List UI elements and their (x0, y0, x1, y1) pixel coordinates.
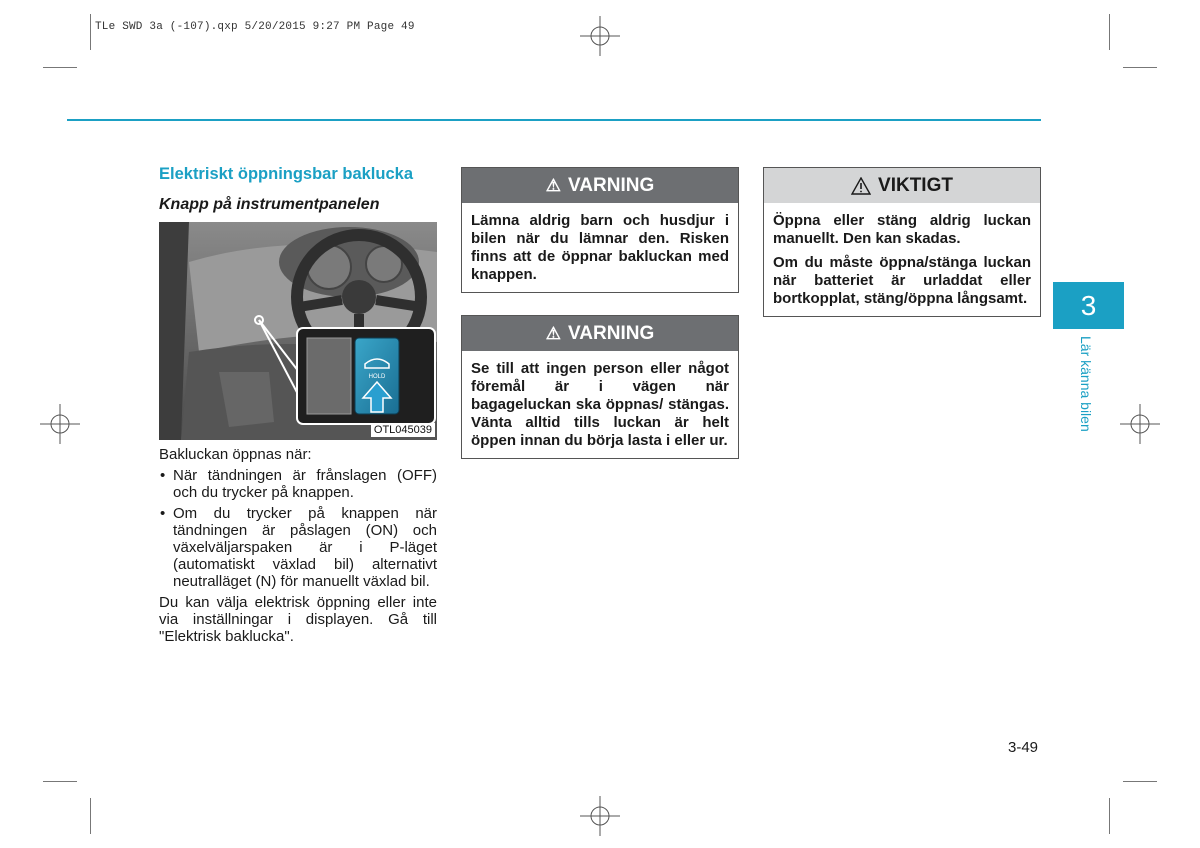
notice-paragraph: Öppna eller stäng aldrig luckan manuellt. Den kan skadas. (773, 212, 1031, 247)
crop-mark (90, 14, 91, 50)
hold-label: HOLD (368, 374, 386, 380)
dashboard-photo (159, 222, 437, 440)
warning-paragraph: Se till att ingen person eller något föremål är i vägen när bagageluckan ska öppnas/ stängas. Vänta alltid tills luckan är helt öppen innan du börja lasta i eller ur. (471, 360, 729, 449)
crop-mark (1109, 798, 1110, 834)
registration-mark-icon (580, 16, 620, 56)
registration-mark-icon (1120, 404, 1160, 444)
warning-title: VARNING (568, 174, 655, 196)
chapter-tab: 3 (1053, 282, 1124, 329)
condition-list (159, 467, 437, 590)
crop-mark (43, 781, 77, 782)
warning-box (461, 315, 739, 459)
warning-paragraph: Lämna aldrig barn och husdjur i bilen när du lämnar den. Risken finns att de öppnar bakluckan med knappen. (471, 212, 729, 283)
image-code-label: OTL045039 (371, 423, 435, 437)
crop-mark (1123, 67, 1157, 68)
dashboard-illustration (159, 222, 437, 440)
list-item: • När tändningen är frånslagen (OFF) och du trycker på knappen. (159, 467, 437, 501)
crop-mark (43, 67, 77, 68)
subsection-title: Knapp på instrumentpanelen (159, 196, 380, 213)
chapter-title: Lär känna bilen (1078, 336, 1094, 432)
warning-triangle-icon: ⚠ (545, 175, 562, 195)
section-title: Elektriskt öppningsbar baklucka (159, 165, 413, 183)
warning-header (462, 316, 738, 351)
warning-triangle-icon: ⚠ (545, 323, 562, 343)
warning-title: VARNING (568, 322, 655, 344)
warning-text (462, 203, 738, 292)
list-item: • Om du trycker på knappen när tändningen är påslagen (ON) och växelväljarspaken är i P-läget (automatiskt växlad bil) alternativt neutralläget (N) för manuellt växlad bil. (159, 505, 437, 590)
intro-text: Bakluckan öppnas när: (159, 446, 312, 463)
notice-text (764, 203, 1040, 316)
registration-mark-icon (580, 796, 620, 836)
chapter-title-vertical (1078, 336, 1094, 456)
notice-title: VIKTIGT (878, 174, 953, 196)
crop-mark (90, 798, 91, 834)
warning-header (462, 168, 738, 203)
left-column (159, 165, 437, 645)
crop-mark (1123, 781, 1157, 782)
notice-header (764, 168, 1040, 203)
print-slug: TLe SWD 3a (-107).qxp 5/20/2015 9:27 PM Page 49 (95, 21, 415, 33)
page-number: 3-49 (1008, 739, 1039, 756)
settings-text: Du kan välja elektrisk öppning eller inte via inställningar i displayen. Gå till "Elektrisk baklucka". (159, 594, 437, 645)
header-rule (67, 119, 1041, 121)
notice-paragraph: Om du måste öppna/stänga luckan när batteriet är urladdat eller bortkopplat, stäng/öppna långsamt. (773, 254, 1031, 307)
notice-box (763, 167, 1041, 317)
crop-mark (1109, 14, 1110, 50)
warning-text (462, 351, 738, 458)
caution-triangle-outline-icon (851, 177, 871, 195)
registration-mark-icon (40, 404, 80, 444)
warning-box (461, 167, 739, 293)
